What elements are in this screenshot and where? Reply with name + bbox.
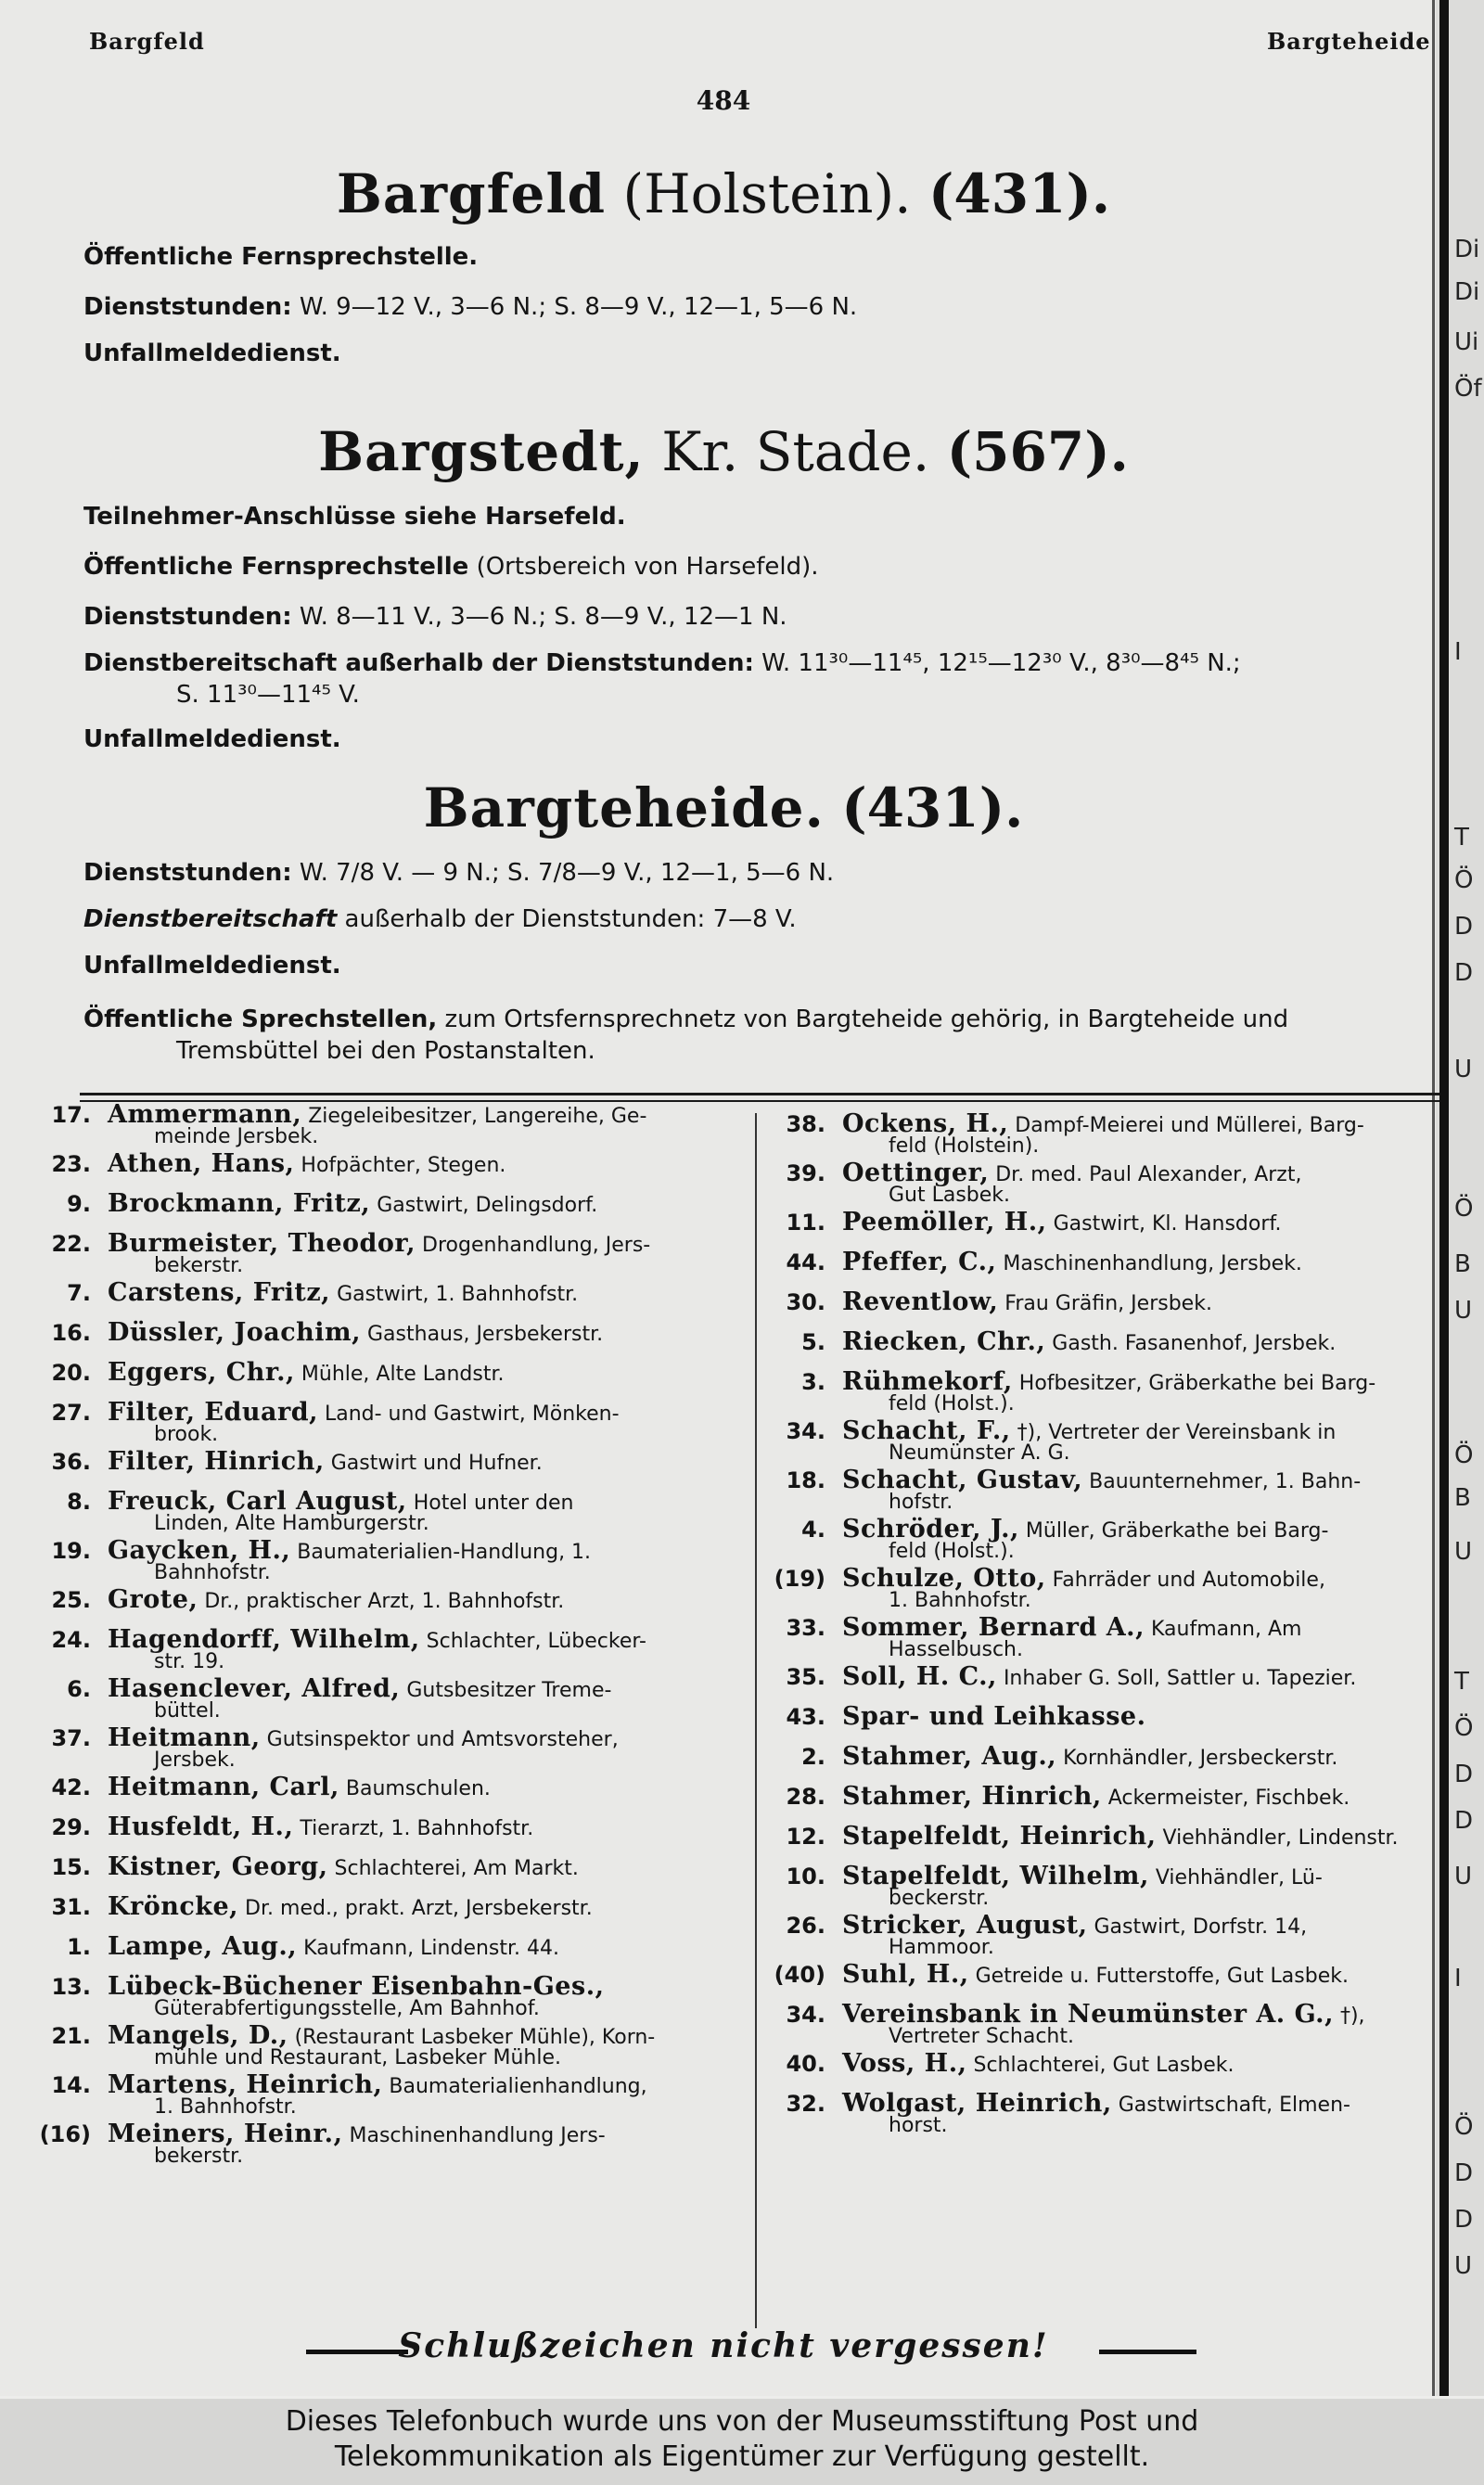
edge-letter: D <box>1454 2159 1474 2187</box>
subscriber-description-continued: feld (Holst.). <box>889 1392 1015 1415</box>
subscriber-description-continued: mühle und Restaurant, Lasbeker Mühle. <box>154 2046 561 2069</box>
subscriber-description-continued: Linden, Alte Hamburgerstr. <box>154 1512 429 1535</box>
subscriber-number: 40. <box>786 2051 825 2077</box>
place-name: Bargteheide. <box>423 776 825 839</box>
subscriber-name: Pfeffer, C., <box>842 1248 997 1276</box>
area-code: (431). <box>928 162 1111 225</box>
subscriber-description: Kaufmann, Lindenstr. 44. <box>297 1937 560 1960</box>
subscriber-description: Mühle, Alte Landstr. <box>294 1363 505 1386</box>
subscriber-description: Inhaber G. Soll, Sattler u. Tapezier. <box>996 1667 1357 1690</box>
subscriber-description: Gutsbesitzer Treme- <box>400 1679 612 1702</box>
subscriber-number: 39. <box>786 1160 825 1186</box>
subscriber-name: Martens, Heinrich, <box>108 2070 383 2099</box>
subscriber-number: 43. <box>786 1704 825 1730</box>
info-line: Dienstbereitschaft außerhalb der Dienststunden: 7—8 V. <box>83 905 797 933</box>
subscriber-name: Kistner, Georg, <box>108 1852 328 1881</box>
section-title-bargfeld <box>0 162 1447 225</box>
edge-letter: I <box>1454 638 1462 666</box>
info-line: Tremsbüttel bei den Postanstalten. <box>176 1037 595 1065</box>
subscriber-description: Gutsinspektor und Amtsvorsteher, <box>260 1728 619 1751</box>
info-line: Dienststunden: W. 7/8 V. — 9 N.; S. 7/8—9 V., 12—1, 5—6 N. <box>83 859 835 887</box>
subscriber-number: 13. <box>51 1974 91 2000</box>
subscriber-number: 35. <box>786 1664 825 1690</box>
subscriber-number: 12. <box>786 1824 825 1850</box>
subscriber-description: Hofpächter, Stegen. <box>294 1154 506 1177</box>
footer-rule-right <box>1099 2350 1196 2354</box>
subscriber-description: Müller, Gräberkathe bei Barg- <box>1018 1519 1329 1543</box>
place-name: Bargstedt, <box>318 420 645 483</box>
subscriber-description-continued: Gut Lasbek. <box>889 1184 1011 1207</box>
subscriber-description: Baumschulen. <box>339 1777 491 1800</box>
subscriber-name: Heitmann, <box>108 1723 261 1752</box>
subscriber-description: Gastwirt, Kl. Hansdorf. <box>1046 1212 1282 1236</box>
subscriber-description: †), <box>1333 2005 1365 2028</box>
subscriber-name: Filter, Eduard, <box>108 1398 318 1427</box>
subscriber-description-continued: Bahnhofstr. <box>154 1561 271 1584</box>
edge-letter: U <box>1454 2252 1473 2280</box>
info-line: Öffentliche Sprechstellen, zum Ortsfernsprechnetz von Bargteheide gehörig, in Bargteheide und <box>83 1006 1289 1033</box>
area-code: (431). <box>841 776 1024 839</box>
page-number: 484 <box>696 85 751 116</box>
subscriber-name: Eggers, Chr., <box>108 1358 295 1387</box>
info-line: Öffentliche Fernsprechstelle (Ortsbereich von Harsefeld). <box>83 553 819 581</box>
subscriber-description-continued: 1. Bahnhofstr. <box>154 2095 297 2119</box>
subscriber-name: Freuck, Carl August, <box>108 1487 407 1516</box>
subscriber-description: Schlachter, Lübecker- <box>419 1630 646 1653</box>
subscriber-name: Peemöller, H., <box>842 1208 1047 1236</box>
subscriber-number: 3. <box>801 1369 825 1395</box>
subscriber-number: 33. <box>786 1615 825 1641</box>
subscriber-number: 2. <box>801 1744 825 1770</box>
edge-letter: Ui <box>1454 328 1479 356</box>
subscriber-number: 22. <box>51 1231 91 1257</box>
subscriber-number: 36. <box>51 1449 91 1475</box>
subscriber-number: 19. <box>51 1538 91 1564</box>
edge-letter: U <box>1454 1538 1473 1566</box>
subscriber-name: Ammermann, <box>108 1100 302 1129</box>
edge-letter: Di <box>1454 236 1480 263</box>
subscriber-name: Schulze, Otto, <box>842 1564 1046 1593</box>
edge-letter: D <box>1454 2206 1474 2234</box>
column-divider <box>755 1113 757 2328</box>
place-suffix: Kr. Stade. <box>661 420 930 483</box>
subscriber-name: Riecken, Chr., <box>842 1327 1046 1356</box>
subscriber-number: 30. <box>786 1289 825 1315</box>
subscriber-number: 20. <box>51 1360 91 1386</box>
subscriber-name: Burmeister, Theodor, <box>108 1229 416 1258</box>
subscriber-description: Schlachterei, Gut Lasbek. <box>966 2054 1235 2077</box>
subscriber-description: Fahrräder und Automobile, <box>1045 1569 1325 1592</box>
edge-letter: D <box>1454 1807 1474 1835</box>
place-suffix: (Holstein). <box>622 162 912 225</box>
info-line: Unfallmeldedienst. <box>83 725 341 753</box>
subscriber-description-continued: feld (Holst.). <box>889 1540 1015 1563</box>
subscriber-name: Lampe, Aug., <box>108 1932 298 1961</box>
subscriber-number: 1. <box>67 1934 91 1960</box>
subscriber-name: Hagendorff, Wilhelm, <box>108 1625 420 1654</box>
subscriber-name: Meiners, Heinr., <box>108 2120 343 2148</box>
notice-line-2: Telekommunikation als Eigentümer zur Verfügung gestellt. <box>334 2440 1150 2473</box>
subscriber-number: 38. <box>786 1111 825 1137</box>
subscriber-description: Gastwirt, 1. Bahnhofstr. <box>330 1283 579 1306</box>
subscriber-number: (19) <box>774 1566 825 1592</box>
subscriber-description: †), Vertreter der Vereinsbank in <box>1010 1421 1337 1444</box>
subscriber-number: 32. <box>786 2091 825 2117</box>
edge-letter: Ö <box>1454 1195 1474 1223</box>
subscriber-number: 16. <box>51 1320 91 1346</box>
page-gutter-line <box>1432 0 1435 2396</box>
subscriber-description: Baumaterialienhandlung, <box>382 2075 647 2098</box>
edge-letter: I <box>1454 1965 1462 1992</box>
running-head-left: Bargfeld <box>89 28 205 55</box>
subscriber-number: 42. <box>51 1774 91 1800</box>
subscriber-description: Land- und Gastwirt, Mönken- <box>317 1403 620 1426</box>
edge-letter: Ö <box>1454 1441 1474 1469</box>
edge-letter: U <box>1454 1863 1473 1890</box>
subscriber-description: Tierarzt, 1. Bahnhofstr. <box>293 1817 534 1840</box>
subscriber-description: Getreide u. Futterstoffe, Gut Lasbek. <box>968 1965 1349 1988</box>
subscriber-description: Frau Gräfin, Jersbek. <box>998 1292 1212 1315</box>
subscriber-description-continued: Jersbek. <box>154 1748 236 1772</box>
ownership-notice <box>0 2399 1484 2485</box>
subscriber-name: Schacht, F., <box>842 1416 1011 1445</box>
page-gutter-shadow <box>1439 0 1449 2396</box>
subscriber-description: Kaufmann, Am <box>1145 1618 1302 1641</box>
subscriber-number: 34. <box>786 2002 825 2028</box>
subscriber-description-continued: Güterabfertigungsstelle, Am Bahnhof. <box>154 1997 540 2020</box>
subscriber-description: Gastwirt und Hufner. <box>324 1452 543 1475</box>
edge-letter: T <box>1454 824 1469 852</box>
subscriber-description-continued: Hammoor. <box>889 1936 994 1959</box>
subscriber-description: Viehhändler, Lindenstr. <box>1156 1826 1399 1850</box>
subscriber-description-continued: 1. Bahnhofstr. <box>889 1589 1031 1612</box>
area-code: (567). <box>946 420 1129 483</box>
subscriber-number: 10. <box>786 1864 825 1889</box>
edge-letter: D <box>1454 959 1474 987</box>
subscriber-description: Viehhändler, Lü- <box>1148 1866 1323 1889</box>
subscriber-name: Voss, H., <box>842 2049 967 2078</box>
subscriber-description-continued: bekerstr. <box>154 2145 244 2168</box>
subscriber-name: Stahmer, Aug., <box>842 1742 1057 1771</box>
info-line: Unfallmeldedienst. <box>83 339 341 367</box>
section-title-bargstedt <box>0 420 1447 483</box>
subscriber-description-continued: büttel. <box>154 1699 221 1723</box>
edge-letter: D <box>1454 1761 1474 1788</box>
subscriber-name: Rühmekorf, <box>842 1367 1013 1396</box>
info-line: Dienststunden: W. 9—12 V., 3—6 N.; S. 8—9 V., 12—1, 5—6 N. <box>83 293 858 321</box>
subscriber-description: Schlachterei, Am Markt. <box>327 1857 579 1880</box>
subscriber-number: 14. <box>51 2072 91 2098</box>
subscriber-description: Ackermeister, Fischbek. <box>1101 1787 1350 1810</box>
subscriber-number: 8. <box>67 1489 91 1515</box>
running-head-right: Bargteheide <box>1267 28 1431 55</box>
subscriber-number: 27. <box>51 1400 91 1426</box>
edge-letter: Ö <box>1454 2113 1474 2141</box>
subscriber-number: 28. <box>786 1784 825 1810</box>
subscriber-number: 5. <box>801 1329 825 1355</box>
footer-slogan: Schlußzeichen nicht vergessen! <box>398 2326 1049 2365</box>
subscriber-name: Mangels, D., <box>108 2021 288 2050</box>
info-line: Öffentliche Fernsprechstelle. <box>83 243 479 271</box>
subscriber-description: Dr., praktischer Arzt, 1. Bahnhofstr. <box>198 1590 565 1613</box>
subscriber-number: (40) <box>774 1962 825 1988</box>
edge-letter: Di <box>1454 278 1480 306</box>
subscriber-description: Hofbesitzer, Gräberkathe bei Barg- <box>1012 1372 1376 1395</box>
subscriber-name: Grote, <box>108 1585 198 1614</box>
divider-rule <box>80 1093 1439 1095</box>
info-line: Teilnehmer-Anschlüsse siehe Harsefeld. <box>83 503 626 531</box>
place-name: Bargfeld <box>336 162 607 225</box>
subscriber-number: 18. <box>786 1467 825 1493</box>
subscriber-description: Ziegeleibesitzer, Langereihe, Ge- <box>301 1105 647 1128</box>
subscriber-description: Maschinenhandlung, Jersbek. <box>996 1252 1302 1275</box>
subscriber-description: Kornhändler, Jersbeckerstr. <box>1056 1747 1338 1770</box>
info-line: Unfallmeldedienst. <box>83 952 341 980</box>
subscriber-description-continued: beckerstr. <box>889 1887 990 1910</box>
subscriber-description: Gastwirt, Delingsdorf. <box>370 1194 598 1217</box>
subscriber-description-continued: feld (Holstein). <box>889 1134 1040 1158</box>
subscriber-name: Stricker, August, <box>842 1911 1088 1940</box>
subscriber-number: 7. <box>67 1280 91 1306</box>
subscriber-description: Gastwirt, Dorfstr. 14, <box>1087 1915 1308 1939</box>
subscriber-number: 15. <box>51 1854 91 1880</box>
subscriber-number: 26. <box>786 1913 825 1939</box>
subscriber-name: Filter, Hinrich, <box>108 1447 325 1476</box>
subscriber-name: Gaycken, H., <box>108 1536 291 1565</box>
subscriber-description: Dr. med., prakt. Arzt, Jersbekerstr. <box>238 1897 593 1920</box>
subscriber-description-continued: horst. <box>889 2114 948 2137</box>
subscriber-description-continued: Vertreter Schacht. <box>889 2025 1074 2048</box>
subscriber-description: Dampf-Meierei und Müllerei, Barg- <box>1008 1114 1364 1137</box>
subscriber-name: Kröncke, <box>108 1892 239 1921</box>
subscriber-number: 29. <box>51 1814 91 1840</box>
subscriber-name: Spar- und Leihkasse. <box>842 1702 1146 1731</box>
subscriber-description-continued: meinde Jersbek. <box>154 1125 319 1148</box>
subscriber-description: Hotel unter den <box>406 1492 574 1515</box>
subscriber-name: Stapelfeldt, Wilhelm, <box>842 1862 1149 1890</box>
edge-letter: T <box>1454 1668 1469 1696</box>
subscriber-number: 6. <box>67 1676 91 1702</box>
subscriber-description-continued: Hasselbusch. <box>889 1638 1023 1661</box>
subscriber-description: Gasth. Fasanenhof, Jersbek. <box>1045 1332 1337 1355</box>
subscriber-number: 11. <box>786 1210 825 1236</box>
edge-letter: U <box>1454 1056 1473 1083</box>
section-title-bargteheide <box>0 776 1447 839</box>
subscriber-number: 9. <box>67 1191 91 1217</box>
subscriber-name: Sommer, Bernard A., <box>842 1613 1145 1642</box>
edge-letter: B <box>1454 1250 1471 1278</box>
subscriber-description-continued: bekerstr. <box>154 1254 244 1277</box>
subscriber-description: Drogenhandlung, Jers- <box>416 1234 651 1257</box>
subscriber-number: 4. <box>801 1517 825 1543</box>
edge-letter: Ö <box>1454 1714 1474 1742</box>
subscriber-number: 25. <box>51 1587 91 1613</box>
subscriber-name: Reventlow, <box>842 1287 999 1316</box>
notice-line-1: Dieses Telefonbuch wurde uns von der Museumsstiftung Post und <box>285 2405 1199 2438</box>
subscriber-name: Suhl, H., <box>842 1960 969 1989</box>
subscriber-description: Baumaterialien-Handlung, 1. <box>290 1541 592 1564</box>
subscriber-description-continued: Neumünster A. G. <box>889 1441 1070 1465</box>
subscriber-number: 24. <box>51 1627 91 1653</box>
subscriber-name: Husfeldt, H., <box>108 1813 294 1841</box>
subscriber-name: Heitmann, Carl, <box>108 1773 339 1801</box>
subscriber-name: Vereinsbank in Neumünster A. G., <box>842 2000 1334 2029</box>
edge-letter: Ö <box>1454 866 1474 894</box>
edge-letter: D <box>1454 913 1474 941</box>
subscriber-name: Ockens, H., <box>842 1109 1009 1138</box>
subscriber-number: 21. <box>51 2023 91 2049</box>
subscriber-name: Stapelfeldt, Heinrich, <box>842 1822 1157 1851</box>
subscriber-name: Lübeck-Büchener Eisenbahn-Ges., <box>108 1972 605 2001</box>
subscriber-name: Soll, H. C., <box>842 1662 997 1691</box>
subscriber-number: 23. <box>51 1151 91 1177</box>
subscriber-description: Gastwirtschaft, Elmen- <box>1111 2094 1350 2117</box>
subscriber-number: 44. <box>786 1249 825 1275</box>
edge-letter: B <box>1454 1484 1471 1512</box>
subscriber-name: Wolgast, Heinrich, <box>842 2089 1112 2118</box>
subscriber-number: 17. <box>51 1102 91 1128</box>
info-line: Dienststunden: W. 8—11 V., 3—6 N.; S. 8—9 V., 12—1 N. <box>83 603 787 631</box>
subscriber-description-continued: brook. <box>154 1423 219 1446</box>
subscriber-description: Dr. med. Paul Alexander, Arzt, <box>989 1163 1302 1186</box>
subscriber-number: 37. <box>51 1725 91 1751</box>
subscriber-name: Düssler, Joachim, <box>108 1318 362 1347</box>
info-line: Dienstbereitschaft außerhalb der Dienststunden: W. 11³⁰—11⁴⁵, 12¹⁵—12³⁰ V., 8³⁰—8⁴⁵ N.; <box>83 649 1241 677</box>
subscriber-name: Athen, Hans, <box>108 1149 295 1178</box>
subscriber-name: Brockmann, Fritz, <box>108 1189 371 1218</box>
info-line: S. 11³⁰—11⁴⁵ V. <box>176 681 360 709</box>
subscriber-name: Stahmer, Hinrich, <box>842 1782 1102 1811</box>
subscriber-description: Gasthaus, Jersbekerstr. <box>361 1323 604 1346</box>
subscriber-description: Maschinenhandlung Jers- <box>342 2124 606 2147</box>
subscriber-description-continued: str. 19. <box>154 1650 225 1673</box>
subscriber-description-continued: hofstr. <box>889 1491 953 1514</box>
subscriber-name: Schacht, Gustav, <box>842 1466 1083 1494</box>
subscriber-name: Hasenclever, Alfred, <box>108 1674 401 1703</box>
subscriber-name: Carstens, Fritz, <box>108 1278 331 1307</box>
subscriber-name: Schröder, J., <box>842 1515 1019 1544</box>
subscriber-number: 31. <box>51 1894 91 1920</box>
subscriber-number: (16) <box>39 2121 91 2147</box>
subscriber-description: (Restaurant Lasbeker Mühle), Korn- <box>288 2026 656 2049</box>
subscriber-description: Bauunternehmer, 1. Bahn- <box>1082 1470 1362 1493</box>
edge-letter: U <box>1454 1297 1473 1325</box>
edge-letter: Öf <box>1454 375 1482 403</box>
subscriber-name: Oettinger, <box>842 1159 990 1187</box>
subscriber-number: 34. <box>786 1418 825 1444</box>
